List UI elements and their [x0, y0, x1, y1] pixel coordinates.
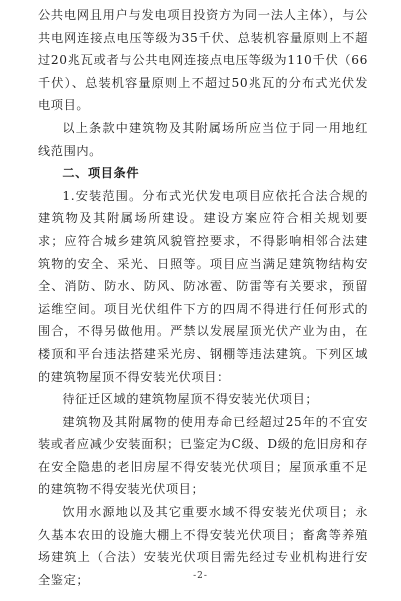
paragraph-building-lifespan: 建筑物及其附属物的使用寿命已经超过25年的不宜安装或者应减少安装面积；已鉴定为C级、D级的危旧房和存在安全隐患的老旧房屋不得安装光伏项目；屋顶承重不足的建筑物不得安装光伏项目； — [38, 414, 368, 497]
paragraph-relocation-area: 待征迁区域的建筑物屋顶不得安装光伏项目； — [62, 392, 319, 407]
paragraph-installation-scope: 1.安装范围。分布式光伏发电项目应依托合法合规的建筑物及其附属场所建设。建设方案应符合相关规划要求；应符合城乡建筑风貌管控要求，不得影响相邻合法建筑物的安全、采光、日照等。项目应当满足建筑物结构安全、消防、防水、防风、防冰雹、防雷等有关要求，预留运维空间。项目光伏组件下方的四周不得进行任何形式的围合，不得另做他用。严禁以发展屋顶光伏产业为由，在楼顶和平台违法搭建采光房、钢棚等违法建筑。下列区域的建筑物屋顶不得安装光伏项目： — [38, 188, 368, 384]
paragraph-land-scope: 以上条款中建筑物及其附属场所应当位于同一用地红线范围内。 — [38, 120, 368, 158]
section-heading-project-conditions: 二、项目条件 — [62, 166, 140, 181]
page-number: -2- — [193, 571, 208, 581]
paragraph-continuation: 公共电网且用户与发电项目投资方为同一法人主体），与公共电网连接点电压等级为35千伏、总装机容量原则上不超过20兆瓦或者与公共电网连接点电压等级为110千伏（66千伏）、总装机容量原则上不超过50兆瓦的分布式光伏发电项目。 — [38, 8, 368, 113]
document-body — [38, 4, 368, 591]
paragraph-water-farmland: 饮用水源地以及其它重要水域不得安装光伏项目；永久基本农田的设施大棚上不得安装光伏项目；畜禽等养殖场建筑上（合法）安装光伏项目需先经过专业机构进行安全鉴定； — [38, 505, 368, 587]
